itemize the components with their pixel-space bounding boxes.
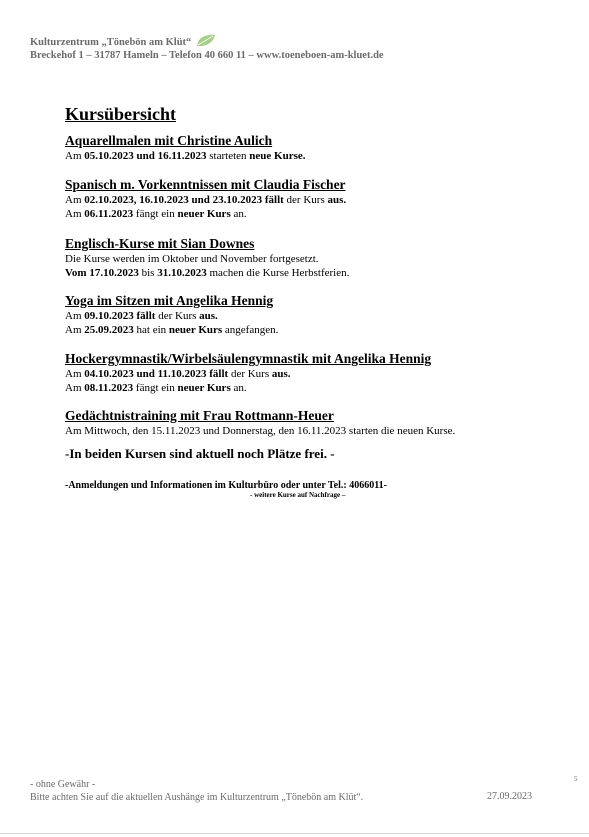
more-courses-note: - weitere Kurse auf Nachfrage – [250, 491, 346, 499]
course-line [65, 309, 535, 323]
course-section-hockergymnastik [65, 350, 535, 395]
bold-text-run: 08.11.2023 [84, 382, 134, 394]
course-title: Gedächtnistraining mit Frau Rottmann-Heuer [65, 408, 334, 423]
text-run: hat ein [133, 324, 169, 336]
course-line [65, 266, 535, 280]
course-section-aquarell [65, 132, 535, 163]
text-run: Am [65, 324, 85, 336]
course-title: Hockergymnastik/Wirbelsäulengymnastik mit Angelika Hennig [65, 351, 432, 366]
course-line [65, 424, 535, 438]
course-section-gedaechtnistraining [65, 407, 535, 438]
bold-text-run: 25.09.2023 [84, 324, 134, 336]
registration-info: -Anmeldungen und Informationen im Kulturbüro oder unter Tel.: 4066011- [65, 480, 387, 491]
footer-disclaimer: - ohne Gewähr - [30, 779, 96, 790]
text-run: Am [65, 208, 85, 220]
text-run: an. [230, 208, 247, 220]
page-number: 5 [574, 775, 578, 783]
letterhead [30, 34, 384, 62]
bold-text-run: 06.11.2023 [84, 208, 134, 220]
page-title: Kursübersicht [65, 104, 177, 124]
bold-text-run: neuer Kurs [168, 324, 223, 336]
leaf-icon [196, 34, 216, 48]
letterhead-org-row [30, 34, 384, 49]
course-section-spanisch [65, 176, 535, 221]
bold-text-run: 02.10.2023, 16.10.2023 und 23.10.2023 fällt [84, 194, 284, 206]
bold-text-run: neuer Kurs [177, 208, 231, 220]
text-run: der Kurs [283, 194, 328, 206]
course-title: Aquarellmalen mit Christine Aulich [65, 133, 273, 148]
course-line [65, 367, 535, 381]
text-run: Am [65, 150, 85, 162]
course-title: Englisch-Kurse mit Sian Downes [65, 236, 255, 251]
bold-text-run: 09.10.2023 fällt [84, 310, 156, 322]
footer-date: 27.09.2023 [487, 791, 532, 802]
bold-text-run: 04.10.2023 und 11.10.2023 fällt [84, 368, 229, 380]
text-run: fängt ein [133, 382, 178, 394]
course-title: Yoga im Sitzen mit Angelika Hennig [65, 293, 274, 308]
text-run: Am [65, 368, 85, 380]
course-line [65, 252, 535, 266]
bold-text-run: 05.10.2023 und 16.11.2023 [84, 150, 207, 162]
course-line [65, 381, 535, 395]
course-line [65, 323, 535, 337]
text-run: fängt ein [133, 208, 178, 220]
course-line [65, 207, 535, 221]
bold-text-run: 31.10.2023 [157, 267, 207, 279]
org-name: Kulturzentrum „Tönebön am Klüt“ [30, 37, 192, 48]
bold-text-run: neue Kurse. [249, 150, 306, 162]
availability-notice: -In beiden Kursen sind aktuell noch Plätze frei. - [65, 446, 335, 461]
bold-text-run: aus. [327, 194, 347, 206]
course-line [65, 149, 535, 163]
footer-hint: Bitte achten Sie auf die aktuellen Aushänge im Kulturzentrum „Tönebön am Klüt“. [30, 792, 364, 803]
course-section-yoga [65, 292, 535, 337]
course-line [65, 193, 535, 207]
text-run: Am [65, 194, 85, 206]
text-run: Am Mittwoch, den 15.11.2023 und Donnerstag, den 16.11.2023 starten die neuen Kurse. [65, 425, 456, 437]
text-run: Die Kurse werden im Oktober und November fortgesetzt. [65, 253, 319, 265]
text-run: an. [230, 382, 247, 394]
text-run: Am [65, 310, 85, 322]
org-address: Breckehof 1 – 31787 Hameln – Telefon 40 660 11 – www.toeneboen-am-kluet.de [30, 50, 384, 61]
text-run: angefangen. [222, 324, 279, 336]
course-section-englisch [65, 235, 535, 280]
footer [30, 778, 363, 804]
text-run: starteten [206, 150, 250, 162]
text-run: bis [138, 267, 158, 279]
text-run: der Kurs [228, 368, 272, 380]
bold-text-run: aus. [271, 368, 291, 380]
text-run: Am [65, 382, 85, 394]
bold-text-run: aus. [199, 310, 218, 322]
bold-text-run: Vom 17.10.2023 [65, 267, 139, 279]
text-run: machen die Kurse Herbstferien. [206, 267, 350, 279]
course-title: Spanisch m. Vorkenntnissen mit Claudia Fischer [65, 177, 346, 192]
bold-text-run: neuer Kurs [177, 382, 231, 394]
page-edge-divider [0, 833, 589, 834]
text-run: der Kurs [155, 310, 200, 322]
